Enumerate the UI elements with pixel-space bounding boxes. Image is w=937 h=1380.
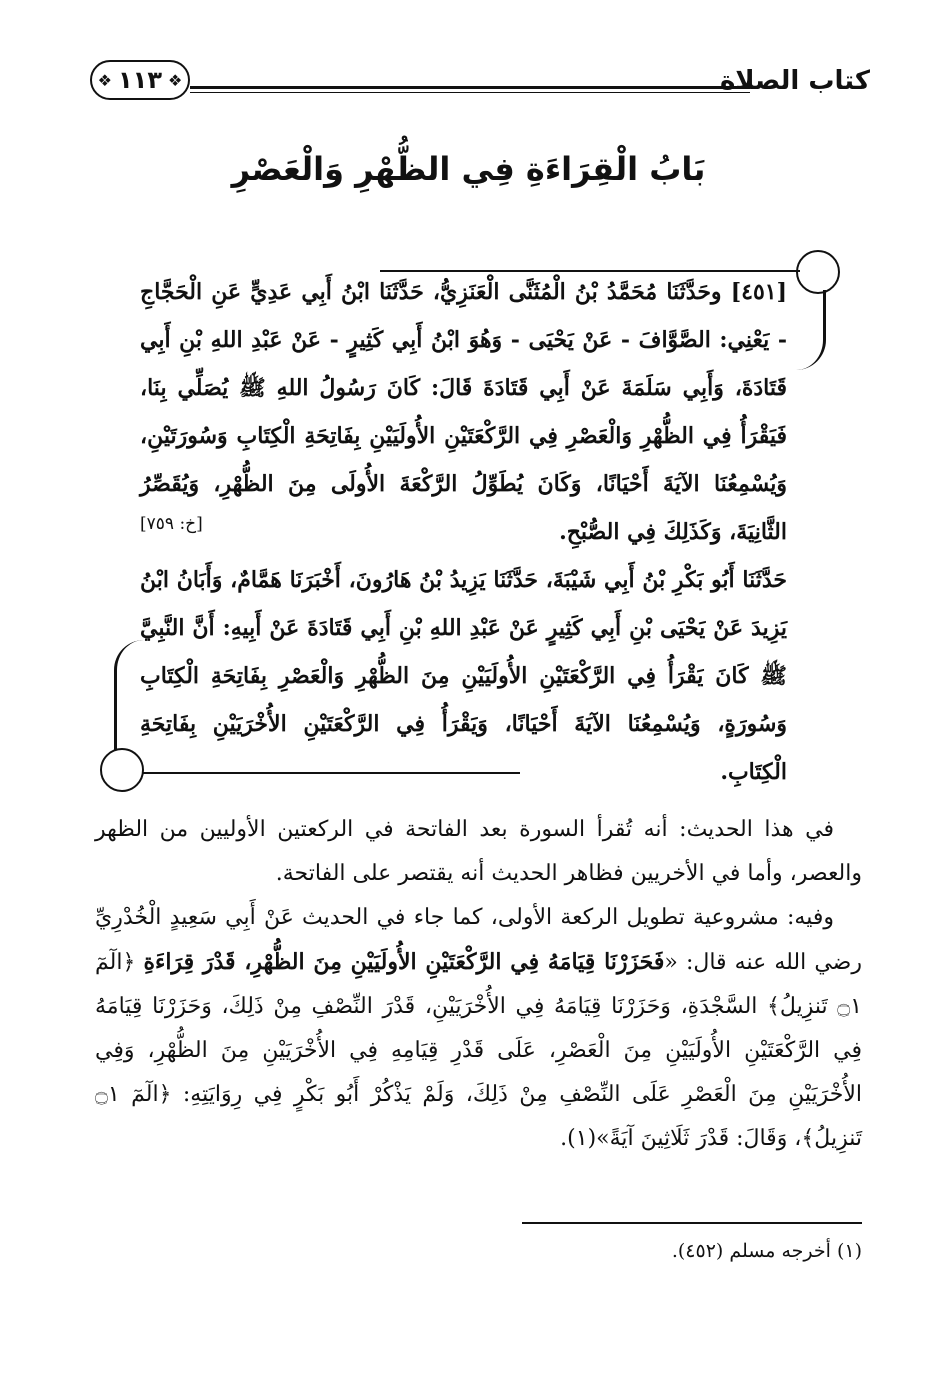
page-number-badge bbox=[90, 60, 190, 100]
footnote: (١) أخرجه مسلم (٤٥٢). bbox=[671, 1240, 862, 1262]
ornament-circle-icon bbox=[796, 250, 840, 294]
frame-swoop-right bbox=[793, 290, 826, 370]
commentary-intro: وفيه: مشروعية تطويل الركعة الأولى، كما جاء في الحديث عَنْ أَبِي سَعِيدٍ الْخُدْرِيِّ رضي الله عنه قال: « bbox=[95, 905, 862, 975]
commentary-quote-bold: فَحَزَرْنَا قِيَامَهُ فِي الرَّكْعَتَيْنِ الأُولَيَيْنِ مِنَ الظُّهْرِ، قَدْرَ قِرَاءَةِ bbox=[143, 949, 665, 975]
commentary-paragraph: في هذا الحديث: أنه تُقرأ السورة بعد الفاتحة في الركعتين الأوليين من الظهر والعصر، وأما في الأخريين فظاهر الحديث أنه يقتصر على الفاتحة. bbox=[95, 817, 862, 886]
book-title: كتاب الصلاة bbox=[719, 66, 870, 96]
hadith-paragraph: حَدَّثَنَا أَبُو بَكْرِ بْنُ أَبِي شَيْبَةَ، حَدَّثَنَا يَزِيدُ بْنُ هَارُونَ، أَخْبَرَنَا هَمَّامٌ، وَأَبَانُ ابْنُ يَزِيدَ عَنْ يَحْيَى بْنِ أَبِي كَثِيرٍ عَنْ عَبْدِ اللهِ بْنِ أَبِي قَتَادَةَ عَنْ أَبِيهِ: أَنَّ النَّبِيَّ ﷺ كَانَ يَقْرَأُ فِي الرَّكْعَتَيْنِ الأُولَيَيْنِ مِنَ الظُّهْرِ وَالْعَصْرِ بِفَاتِحَةِ الْكِتَابِ وَسُورَةٍ، وَيُسْمِعُنَا الآيَةَ أَحْيَانًا، وَيَقْرَأُ فِي الرَّكْعَتَيْنِ الأُخْرَيَيْنِ بِفَاتِحَةِ الْكِتَابِ. bbox=[140, 567, 787, 785]
footnote-rule bbox=[522, 1222, 862, 1224]
hadith-text bbox=[140, 268, 787, 796]
commentary-rest: ﴿الٓمٓ ۝١ تَنزِيلُ﴾ السَّجْدَةِ، وَحَزَرْنَا قِيَامَهُ فِي الأُخْرَيَيْنِ، قَدْرَ النِّصْفِ مِنْ ذَلِكَ، وَحَزَرْنَا قِيَامَهُ فِي الرَّكْعَتَيْنِ الأُولَيَيْنِ مِنَ الْعَصْرِ، عَلَى قَدْرِ قِيَامِهِ فِي الأُخْرَيَيْنِ مِنَ الظُّهْرِ، وَفِي الأُخْرَيَيْنِ مِنَ الْعَصْرِ عَلَى النِّصْفِ مِنْ ذَلِكَ، وَلَمْ يَذْكُرْ أَبُو بَكْرٍ فِي رِوَايَتِهِ: ﴿الٓمٓ ۝١ تَنزِيلُ﴾، وَقَالَ: قَدْرَ ثَلَاثِينَ آيَةً»(١). bbox=[95, 950, 862, 1151]
hadith-reference: [خ: ٧٥٩] bbox=[140, 514, 203, 534]
commentary-paragraph bbox=[95, 896, 862, 1161]
page-number: ❖ ١١٣ bbox=[118, 66, 162, 94]
header-rule bbox=[190, 86, 750, 93]
page-header bbox=[90, 58, 870, 108]
ornament-circle-icon bbox=[100, 748, 144, 792]
commentary bbox=[95, 808, 862, 1161]
hadith-paragraph: [٤٥١] وحَدَّثَنَا مُحَمَّدُ بْنُ الْمُثَنَّى الْعَنَزِيُّ، حَدَّثَنَا ابْنُ أَبِي عَدِيٍّ عَنِ الْحَجَّاجِ - يَعْنِي: الصَّوَّافَ - عَنْ يَحْيَى - وَهُوَ ابْنُ أَبِي كَثِيرٍ - عَنْ عَبْدِ اللهِ بْنِ أَبِي قَتَادَةَ، وَأَبِي سَلَمَةَ عَنْ أَبِي قَتَادَةَ قَالَ: كَانَ رَسُولُ اللهِ ﷺ يُصَلِّي بِنَا، فَيَقْرَأُ فِي الظُّهْرِ وَالْعَصْرِ فِي الرَّكْعَتَيْنِ الأُولَيَيْنِ بِفَاتِحَةِ الْكِتَابِ وَسُورَتَيْنِ، وَيُسْمِعُنَا الآيَةَ أَحْيَانًا، وَكَانَ يُطَوِّلُ الرَّكْعَةَ الأُولَى مِنَ الظُّهْرِ، وَيُقَصِّرُ الثَّانِيَةَ، وَكَذَلِكَ فِي الصُّبْحِ. bbox=[140, 279, 787, 545]
chapter-title: بَابُ الْقِرَاءَةِ فِي الظُّهْرِ وَالْعَصْرِ bbox=[231, 150, 706, 188]
